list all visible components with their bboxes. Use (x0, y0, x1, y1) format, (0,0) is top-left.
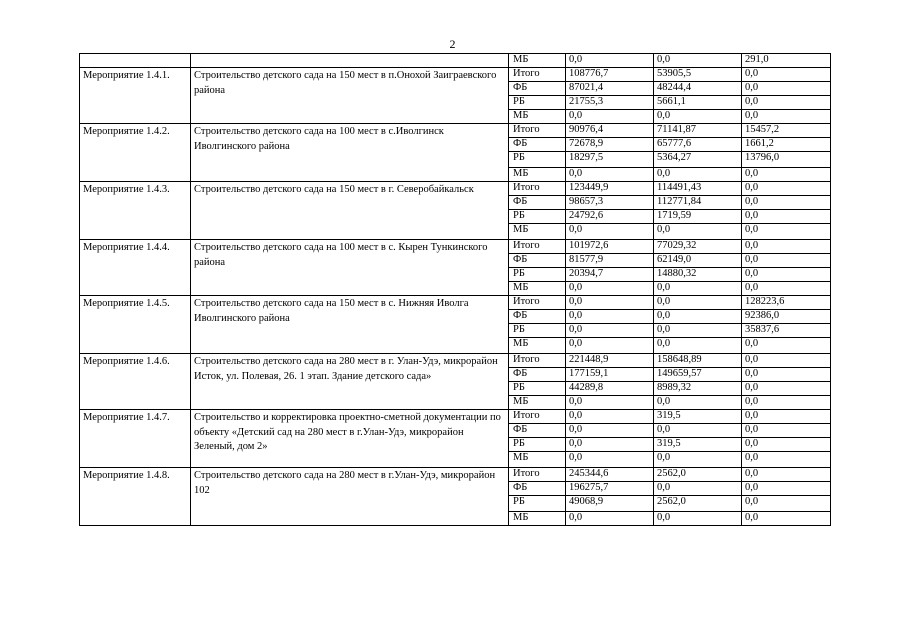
source-cell: РБ (509, 268, 566, 282)
value-cell: 5661,1 (654, 96, 742, 110)
source-cell: МБ (509, 452, 566, 468)
source-cell: РБ (509, 496, 566, 512)
value-cell: 77029,32 (654, 240, 742, 254)
source-cell: Итого (509, 354, 566, 368)
event-cell (80, 54, 191, 68)
source-cell: РБ (509, 382, 566, 396)
value-cell: 149659,57 (654, 368, 742, 382)
value-cell: 0,0 (742, 424, 831, 438)
value-cell: 0,0 (566, 296, 654, 310)
value-cell: 0,0 (654, 168, 742, 182)
event-cell: Мероприятие 1.4.2. (80, 124, 191, 182)
source-cell: ФБ (509, 424, 566, 438)
value-cell: 24792,6 (566, 210, 654, 224)
table-row (80, 182, 831, 196)
value-cell: 101972,6 (566, 240, 654, 254)
table-row (80, 468, 831, 482)
value-cell: 0,0 (742, 468, 831, 482)
event-cell: Мероприятие 1.4.1. (80, 68, 191, 124)
value-cell: 0,0 (654, 324, 742, 338)
value-cell: 65777,6 (654, 138, 742, 152)
value-cell: 0,0 (742, 224, 831, 240)
table-row (80, 410, 831, 424)
description-cell: Строительство детского сада на 280 мест в г. Улан-Удэ, микрорайон Исток, ул. Полевая, 26. 1 этап. Здание детского сада» (191, 354, 509, 410)
event-cell: Мероприятие 1.4.3. (80, 182, 191, 240)
value-cell: 15457,2 (742, 124, 831, 138)
value-cell: 44289,8 (566, 382, 654, 396)
value-cell: 291,0 (742, 54, 831, 68)
value-cell: 0,0 (654, 296, 742, 310)
value-cell: 0,0 (654, 512, 742, 526)
value-cell: 0,0 (742, 368, 831, 382)
value-cell: 48244,4 (654, 82, 742, 96)
source-cell: МБ (509, 224, 566, 240)
source-cell: РБ (509, 324, 566, 338)
value-cell: 92386,0 (742, 310, 831, 324)
source-cell: РБ (509, 152, 566, 168)
value-cell: 0,0 (566, 54, 654, 68)
value-cell: 0,0 (566, 512, 654, 526)
value-cell: 53905,5 (654, 68, 742, 82)
source-cell: МБ (509, 512, 566, 526)
source-cell: ФБ (509, 310, 566, 324)
table-row (80, 124, 831, 138)
value-cell: 0,0 (742, 68, 831, 82)
event-cell: Мероприятие 1.4.7. (80, 410, 191, 468)
value-cell: 0,0 (742, 254, 831, 268)
value-cell: 49068,9 (566, 496, 654, 512)
value-cell: 0,0 (566, 282, 654, 296)
value-cell: 0,0 (654, 338, 742, 354)
value-cell: 0,0 (566, 110, 654, 124)
value-cell: 0,0 (566, 224, 654, 240)
value-cell: 0,0 (742, 382, 831, 396)
continuation-row (80, 54, 831, 68)
value-cell: 0,0 (742, 96, 831, 110)
source-cell: Итого (509, 296, 566, 310)
description-cell: Строительство детского сада на 100 мест в с.Иволгинск Иволгинского района (191, 124, 509, 182)
value-cell: 0,0 (654, 54, 742, 68)
description-cell: Строительство и корректировка проектно-сметной документации по объекту «Детский сад на 280 мест в г.Улан-Удэ, микрорайон Зеленый, дом 2» (191, 410, 509, 468)
value-cell: 114491,43 (654, 182, 742, 196)
table-row (80, 68, 831, 82)
value-cell: 0,0 (742, 396, 831, 410)
value-cell: 0,0 (654, 282, 742, 296)
value-cell: 0,0 (742, 168, 831, 182)
value-cell: 0,0 (742, 482, 831, 496)
value-cell: 0,0 (654, 110, 742, 124)
value-cell: 0,0 (566, 310, 654, 324)
value-cell: 108776,7 (566, 68, 654, 82)
value-cell: 0,0 (566, 338, 654, 354)
description-cell: Строительство детского сада на 100 мест в с. Кырен Тункинского района (191, 240, 509, 296)
value-cell: 0,0 (566, 168, 654, 182)
value-cell: 319,5 (654, 438, 742, 452)
value-cell: 0,0 (742, 268, 831, 282)
value-cell: 0,0 (742, 82, 831, 96)
event-cell: Мероприятие 1.4.5. (80, 296, 191, 354)
value-cell: 13796,0 (742, 152, 831, 168)
value-cell: 18297,5 (566, 152, 654, 168)
source-cell: ФБ (509, 368, 566, 382)
value-cell: 0,0 (742, 496, 831, 512)
source-cell: ФБ (509, 196, 566, 210)
value-cell: 0,0 (654, 396, 742, 410)
value-cell: 0,0 (566, 396, 654, 410)
value-cell: 0,0 (566, 452, 654, 468)
value-cell: 72678,9 (566, 138, 654, 152)
source-cell: МБ (509, 110, 566, 124)
source-cell: МБ (509, 54, 566, 68)
value-cell: 0,0 (566, 324, 654, 338)
page-number: 2 (449, 37, 456, 51)
value-cell: 0,0 (742, 196, 831, 210)
table-row (80, 354, 831, 368)
source-cell: Итого (509, 240, 566, 254)
value-cell: 14880,32 (654, 268, 742, 282)
source-cell: РБ (509, 438, 566, 452)
source-cell: ФБ (509, 82, 566, 96)
value-cell: 0,0 (742, 410, 831, 424)
value-cell: 0,0 (742, 182, 831, 196)
value-cell: 0,0 (742, 110, 831, 124)
description-cell: Строительство детского сада на 150 мест в с. Нижняя Иволга Иволгинского района (191, 296, 509, 354)
source-cell: МБ (509, 282, 566, 296)
value-cell: 35837,6 (742, 324, 831, 338)
value-cell: 87021,4 (566, 82, 654, 96)
value-cell: 0,0 (742, 338, 831, 354)
source-cell: РБ (509, 96, 566, 110)
table-row (80, 296, 831, 310)
value-cell: 0,0 (742, 210, 831, 224)
source-cell: МБ (509, 396, 566, 410)
value-cell: 81577,9 (566, 254, 654, 268)
value-cell: 196275,7 (566, 482, 654, 496)
source-cell: Итого (509, 410, 566, 424)
value-cell: 2562,0 (654, 468, 742, 482)
value-cell: 0,0 (742, 240, 831, 254)
source-cell: ФБ (509, 482, 566, 496)
source-cell: Итого (509, 468, 566, 482)
value-cell: 98657,3 (566, 196, 654, 210)
value-cell: 8989,32 (654, 382, 742, 396)
source-cell: Итого (509, 182, 566, 196)
source-cell: ФБ (509, 254, 566, 268)
value-cell: 177159,1 (566, 368, 654, 382)
source-cell: МБ (509, 338, 566, 354)
value-cell: 0,0 (566, 410, 654, 424)
source-cell: ФБ (509, 138, 566, 152)
value-cell: 0,0 (654, 424, 742, 438)
value-cell: 1661,2 (742, 138, 831, 152)
value-cell: 0,0 (742, 282, 831, 296)
budget-table (79, 53, 831, 526)
source-cell: МБ (509, 168, 566, 182)
budget-table-body (80, 54, 831, 526)
value-cell: 1719,59 (654, 210, 742, 224)
value-cell: 0,0 (654, 482, 742, 496)
value-cell: 221448,9 (566, 354, 654, 368)
value-cell: 0,0 (566, 424, 654, 438)
value-cell: 90976,4 (566, 124, 654, 138)
description-cell: Строительство детского сада на 150 мест в п.Онохой Заиграевского района (191, 68, 509, 124)
source-cell: РБ (509, 210, 566, 224)
value-cell: 2562,0 (654, 496, 742, 512)
value-cell: 158648,89 (654, 354, 742, 368)
value-cell: 20394,7 (566, 268, 654, 282)
value-cell: 319,5 (654, 410, 742, 424)
value-cell: 112771,84 (654, 196, 742, 210)
event-cell: Мероприятие 1.4.4. (80, 240, 191, 296)
value-cell: 245344,6 (566, 468, 654, 482)
value-cell: 5364,27 (654, 152, 742, 168)
value-cell: 128223,6 (742, 296, 831, 310)
event-cell: Мероприятие 1.4.6. (80, 354, 191, 410)
value-cell: 0,0 (742, 438, 831, 452)
event-cell: Мероприятие 1.4.8. (80, 468, 191, 526)
value-cell: 0,0 (654, 452, 742, 468)
description-cell (191, 54, 509, 68)
value-cell: 0,0 (742, 512, 831, 526)
value-cell: 0,0 (566, 438, 654, 452)
value-cell: 62149,0 (654, 254, 742, 268)
value-cell: 0,0 (742, 354, 831, 368)
source-cell: Итого (509, 68, 566, 82)
value-cell: 21755,3 (566, 96, 654, 110)
value-cell: 123449,9 (566, 182, 654, 196)
source-cell: Итого (509, 124, 566, 138)
description-cell: Строительство детского сада на 150 мест в г. Северобайкальск (191, 182, 509, 240)
value-cell: 0,0 (654, 224, 742, 240)
value-cell: 0,0 (654, 310, 742, 324)
table-row (80, 240, 831, 254)
value-cell: 0,0 (742, 452, 831, 468)
value-cell: 71141,87 (654, 124, 742, 138)
description-cell: Строительство детского сада на 280 мест в г.Улан-Удэ, микрорайон 102 (191, 468, 509, 526)
